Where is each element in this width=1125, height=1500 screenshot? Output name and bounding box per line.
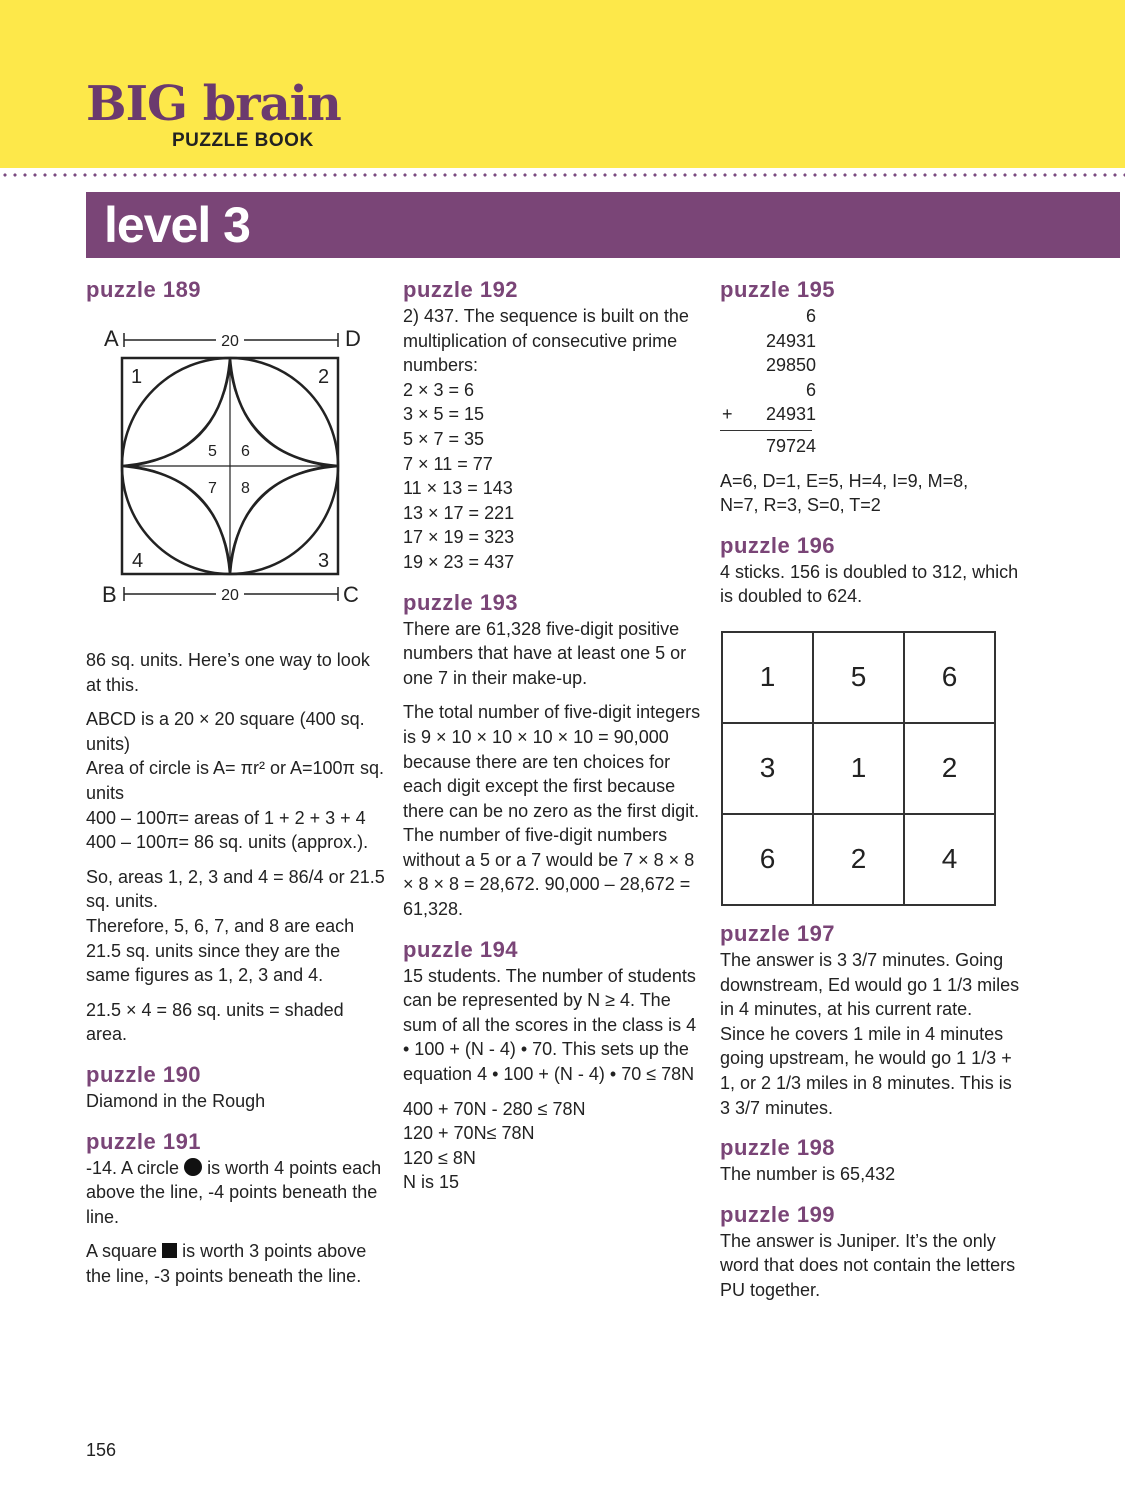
puzzle-198-title: puzzle 198 bbox=[720, 1135, 836, 1161]
plus-sign: + bbox=[722, 404, 733, 425]
region-3-label: 3 bbox=[318, 550, 330, 572]
puzzle-199-answer: The answer is Juniper. It’s the only word that does not contain the letters PU together. bbox=[720, 1230, 1016, 1300]
grid-cell: 6 bbox=[722, 814, 813, 905]
puzzle-189-diagram bbox=[86, 320, 386, 620]
level-banner bbox=[86, 192, 1120, 258]
column-3 bbox=[720, 276, 1020, 1302]
p189-line: 21.5 × 4 = 86 sq. units = shaded area. bbox=[86, 999, 344, 1045]
grid-cell: 5 bbox=[813, 632, 904, 723]
p189-line: Area of circle is A= πr² or A=100π sq. units bbox=[86, 758, 384, 803]
puzzle-193-para1: There are 61,328 five-digit positive numbers that have at least one 5 or one 7 in their make-up. bbox=[403, 618, 687, 688]
addend-row: 6 bbox=[805, 379, 816, 400]
addend-row: 6 bbox=[805, 306, 816, 326]
p189-line: So, areas 1, 2, 3 and 4 = 86/4 or 21.5 sq. units. bbox=[86, 866, 385, 912]
puzzle-195-title: puzzle 195 bbox=[720, 277, 836, 302]
p189-line: Therefore, 5, 6, 7, and 8 are each 21.5 sq. units since they are the same figures as 1, 2, 3 and 4. bbox=[86, 915, 355, 986]
p189-line: 86 sq. units. Here’s one way to look at this. bbox=[86, 650, 370, 695]
region-4-label: 4 bbox=[132, 550, 144, 572]
puzzle-192-intro: 2) 437. The sequence is built on the multiplication of consecutive prime numbers: bbox=[403, 306, 689, 376]
logo-subtitle: PUZZLE BOOK bbox=[172, 130, 314, 151]
prime-product-row: 19 × 23 = 437 bbox=[403, 551, 515, 572]
black-circle-icon bbox=[184, 1158, 202, 1176]
sum-total: 79724 bbox=[765, 435, 816, 456]
prime-product-row: 17 × 19 = 323 bbox=[403, 527, 515, 548]
grid-cell: 2 bbox=[813, 814, 904, 905]
dotted-divider bbox=[0, 172, 1125, 178]
grid-cell: 4 bbox=[904, 814, 995, 905]
addend-row: 29850 bbox=[765, 355, 816, 376]
puzzle-191-line1: -14. A circle is worth 4 points each above the line, -4 points beneath the line. bbox=[86, 1157, 382, 1227]
p189-line: 400 – 100π= areas of 1 + 2 + 3 + 4 bbox=[86, 807, 366, 828]
column-2 bbox=[403, 276, 703, 1195]
equation-row: 120 ≤ 8N bbox=[403, 1147, 476, 1168]
p189-line: 400 – 100π= 86 sq. units (approx.). bbox=[86, 832, 369, 853]
equation-row: 400 + 70N - 280 ≤ 78N bbox=[403, 1098, 586, 1119]
puzzle-192-title: puzzle 192 bbox=[403, 277, 519, 302]
prime-product-row: 7 × 11 = 77 bbox=[403, 453, 493, 474]
prime-product-row: 3 × 5 = 15 bbox=[403, 404, 485, 425]
puzzle-196-answer: 4 sticks. 156 is doubled to 312, which is doubled to 624. bbox=[720, 561, 1019, 607]
region-6-label: 6 bbox=[241, 443, 250, 460]
corner-c-label: C bbox=[343, 582, 359, 607]
column-1 bbox=[86, 276, 386, 304]
puzzle-189-title: puzzle 189 bbox=[86, 277, 202, 302]
region-8-label: 8 bbox=[241, 480, 250, 497]
puzzle-190-title: puzzle 190 bbox=[86, 1061, 202, 1087]
region-2-label: 2 bbox=[318, 366, 330, 388]
puzzle-196-title: puzzle 196 bbox=[720, 532, 836, 558]
page-header bbox=[0, 0, 1125, 168]
addend-row: 24931 bbox=[765, 330, 816, 351]
corner-a-label: A bbox=[104, 326, 119, 351]
puzzle-195-key: N=7, R=3, S=0, T=2 bbox=[720, 495, 881, 516]
puzzle-195-key: A=6, D=1, E=5, H=4, I=9, M=8, bbox=[720, 470, 969, 491]
level-title: level 3 bbox=[104, 197, 250, 253]
region-5-label: 5 bbox=[208, 443, 217, 460]
region-7-label: 7 bbox=[208, 480, 217, 497]
grid-cell: 1 bbox=[813, 723, 904, 814]
grid-cell: 3 bbox=[722, 723, 813, 814]
equation-row: 120 + 70N≤ 78N bbox=[403, 1123, 535, 1144]
region-1-label: 1 bbox=[131, 366, 143, 388]
puzzle-191-title: puzzle 191 bbox=[86, 1128, 202, 1154]
addend-row: + 24931 bbox=[720, 402, 1020, 427]
logo-title: BIG brain bbox=[86, 76, 341, 132]
corner-d-label: D bbox=[345, 326, 361, 351]
grid-cell: 1 bbox=[722, 632, 813, 723]
prime-product-row: 5 × 7 = 35 bbox=[403, 428, 485, 449]
puzzle-189-solution bbox=[86, 648, 386, 1288]
page-number: 156 bbox=[86, 1440, 117, 1460]
grid-cell: 6 bbox=[904, 632, 995, 723]
corner-b-label: B bbox=[102, 582, 117, 607]
black-square-icon bbox=[162, 1243, 177, 1258]
p189-line: ABCD is a 20 × 20 square (400 sq. units) bbox=[86, 709, 365, 754]
puzzle-193-para2: The total number of five-digit integers is 9 × 10 × 10 × 10 × 10 = 90,000 because there are ten choices for each digit except the first because there can be no zero as the first digit. The number of five-digit numbers without a 5 or a 7 would be 7 × 8 × 8 × 8 × 8 = 28,672. 90,000 – 28,672 = 61,328. bbox=[403, 702, 701, 920]
puzzle-194-title: puzzle 194 bbox=[403, 936, 519, 962]
puzzle-198-answer: The number is 65,432 bbox=[720, 1164, 896, 1185]
puzzle-197-answer: The answer is 3 3/7 minutes. Going downstream, Ed would go 1 1/3 miles in 4 minutes, at his current rate. Since he covers 1 mile in 4 minutes going upstream, he would go 1 1/3 + 1, or 2 1/3 miles in 8 minutes. This is 3 3/7 minutes. bbox=[720, 949, 1020, 1118]
equation-row: N is 15 bbox=[403, 1172, 460, 1193]
puzzle-197-title: puzzle 197 bbox=[720, 920, 836, 946]
puzzle-193-title: puzzle 193 bbox=[403, 589, 519, 615]
grid-cell: 2 bbox=[904, 723, 995, 814]
puzzle-191-line2: A square is worth 3 points above the line, -3 points beneath the line. bbox=[86, 1241, 367, 1286]
sum-line bbox=[720, 430, 812, 431]
top-dimension-label: 20 bbox=[221, 333, 239, 350]
bottom-dimension-label: 20 bbox=[221, 587, 239, 604]
puzzle-190-answer: Diamond in the Rough bbox=[86, 1090, 266, 1111]
puzzle-196-grid bbox=[721, 631, 996, 906]
puzzle-194-para: 15 students. The number of students can be represented by N ≥ 4. The sum of all the scores in the class is 4 • 100 + (N - 4) • 70. This sets up the equation 4 • 100 + (N - 4) • 70 ≤ 78N bbox=[403, 965, 697, 1085]
puzzle-199-title: puzzle 199 bbox=[720, 1201, 836, 1227]
prime-product-row: 13 × 17 = 221 bbox=[403, 502, 515, 523]
prime-product-row: 2 × 3 = 6 bbox=[403, 379, 475, 400]
prime-product-row: 11 × 13 = 143 bbox=[403, 478, 513, 499]
